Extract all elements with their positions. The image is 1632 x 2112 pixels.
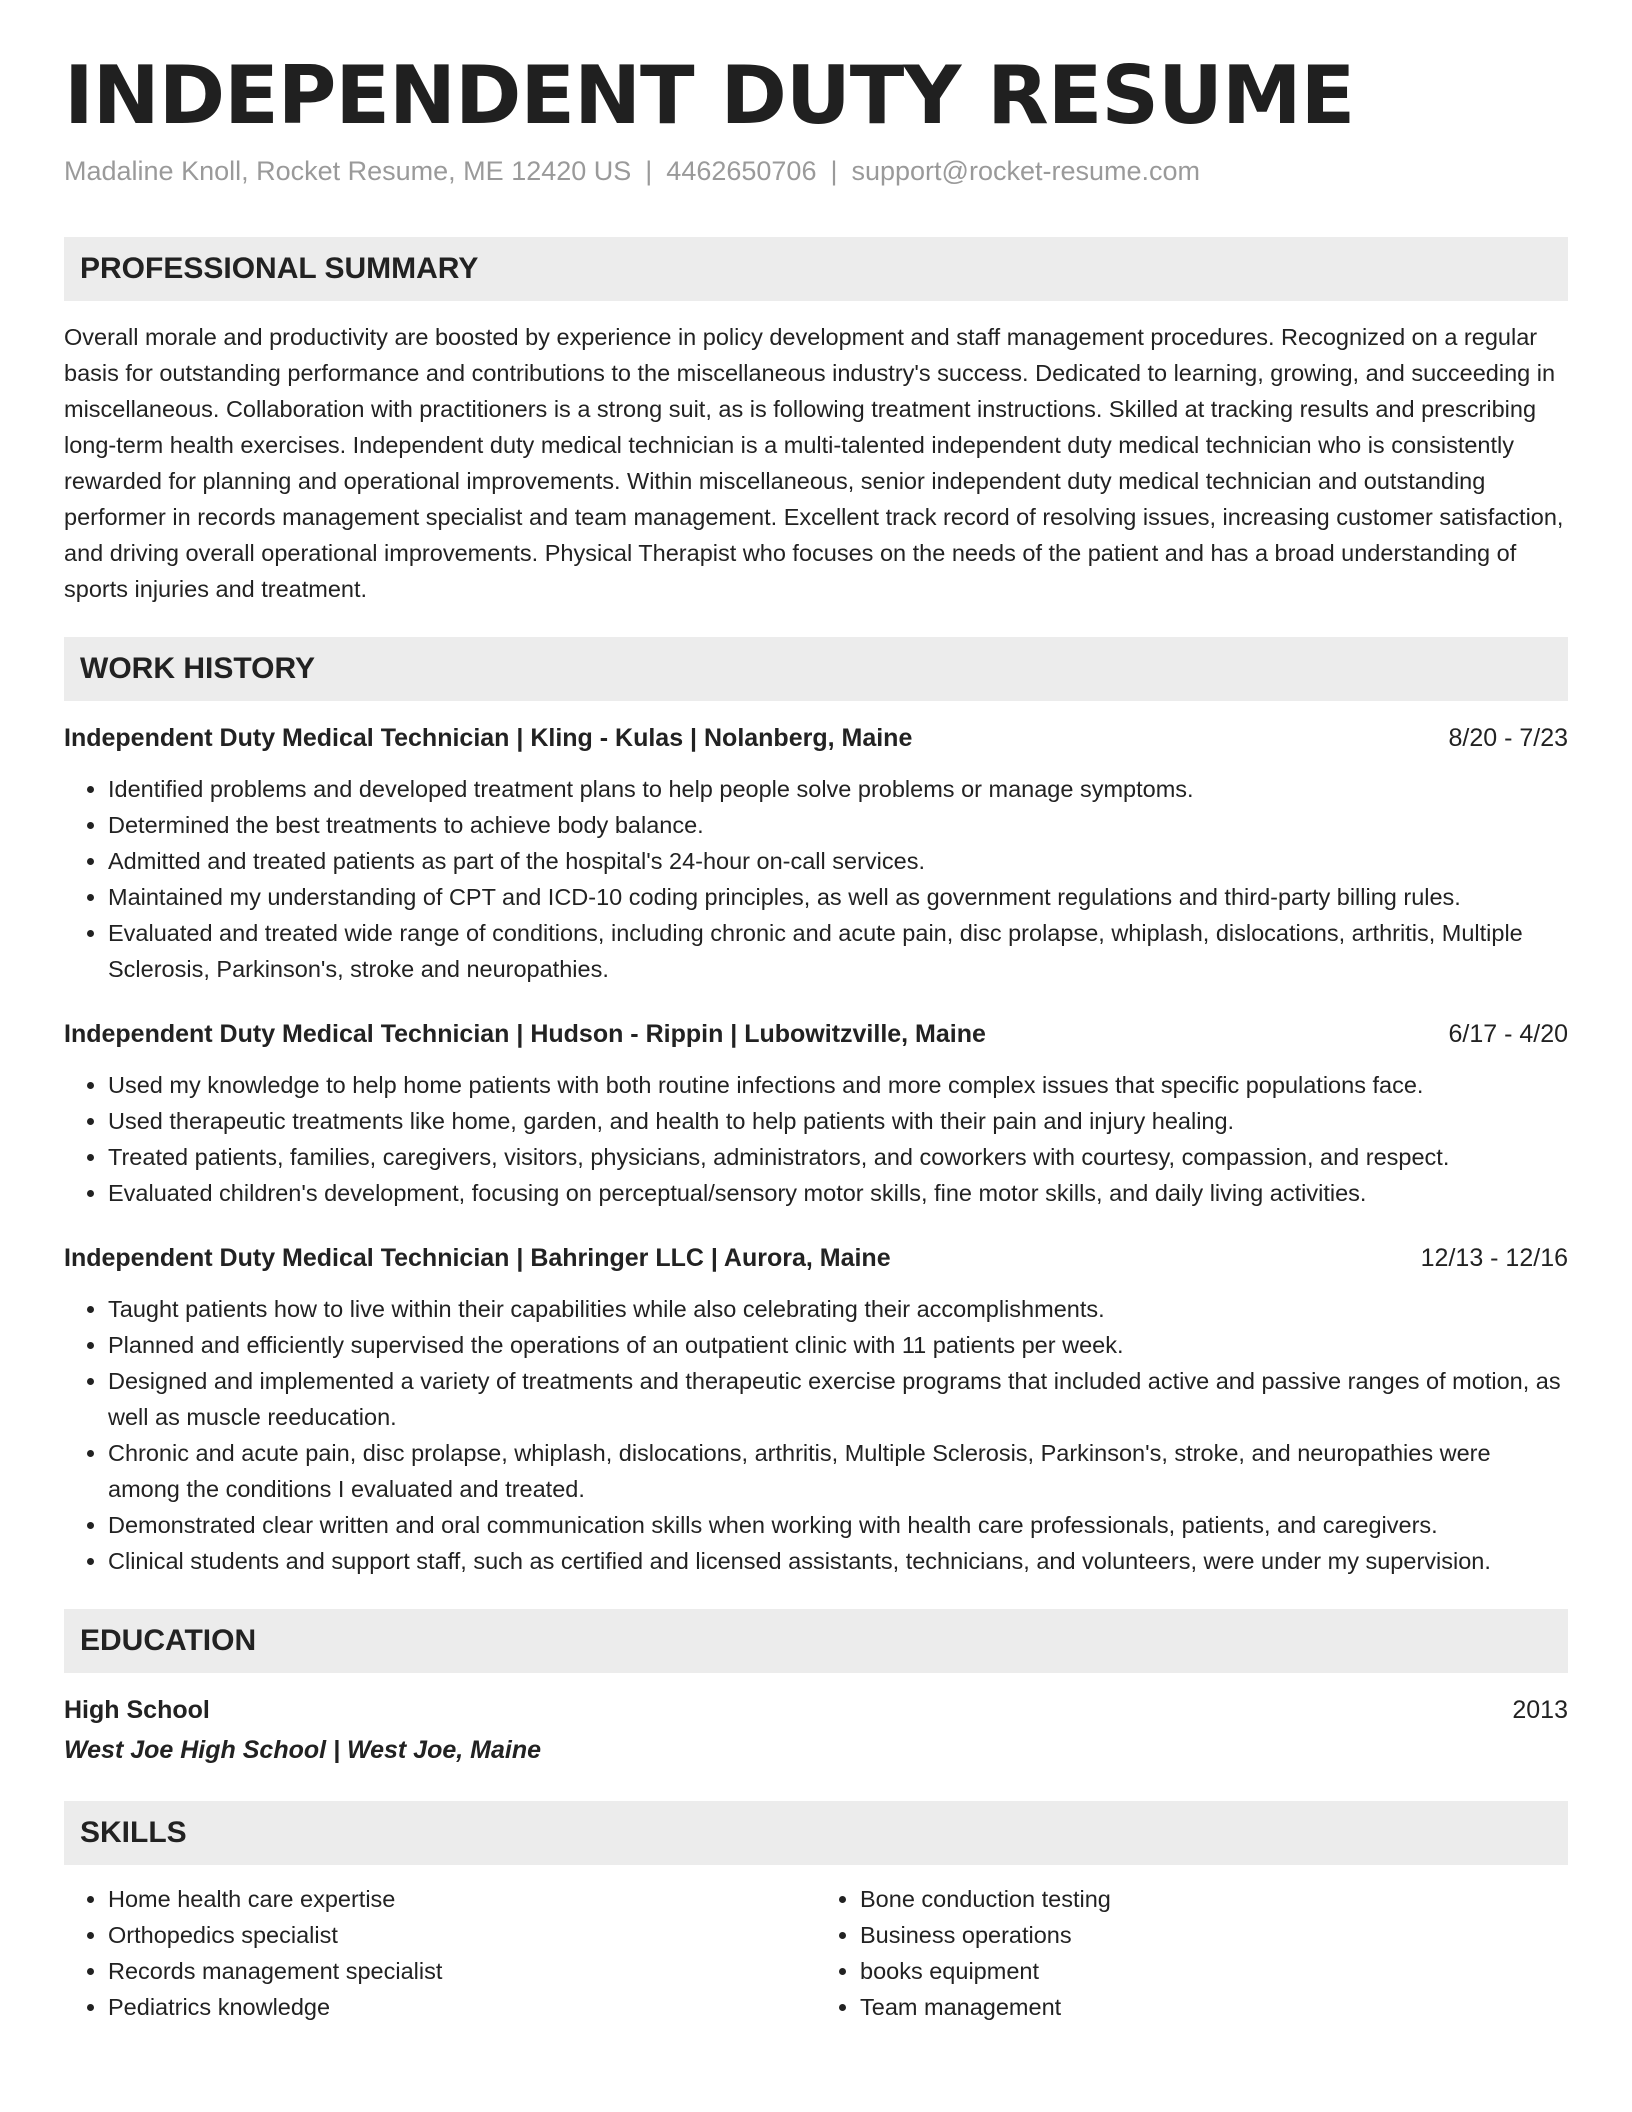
job-title: Independent Duty Medical Technician | Bahringer LLC | Aurora, Maine (64, 1244, 891, 1272)
job-header (64, 721, 1568, 755)
skills-list (816, 1881, 1568, 2025)
section-heading-work-history: WORK HISTORY (64, 637, 1568, 701)
job-bullet: • Used my knowledge to help home patients with both routine infections and more complex issues that specific populations face. (108, 1067, 1568, 1103)
job-bullets (64, 1291, 1568, 1579)
skill-item: • Orthopedics specialist (108, 1917, 816, 1953)
job-date: 8/20 - 7/23 (1448, 724, 1568, 752)
resume-title: INDEPENDENT DUTY RESUME (64, 49, 1355, 142)
job-header (64, 1017, 1568, 1051)
job-bullets (64, 1067, 1568, 1211)
education-school: West Joe High School | West Joe, Maine (64, 1736, 542, 1764)
skill-item: • Home health care expertise (108, 1881, 816, 1917)
contact-email: support@rocket-resume.com (851, 156, 1201, 186)
job-title: Independent Duty Medical Technician | Hudson - Rippin | Lubowitzville, Maine (64, 1020, 986, 1048)
job-bullet: • Taught patients how to live within their capabilities while also celebrating their accomplishments. (108, 1291, 1568, 1327)
job-bullet: • Clinical students and support staff, such as certified and licensed assistants, technicians, and volunteers, were under my supervision. (108, 1543, 1568, 1579)
job-bullet: • Planned and efficiently supervised the operations of an outpatient clinic with 11 patients per week. (108, 1327, 1568, 1363)
section-heading-education: EDUCATION (64, 1609, 1568, 1673)
section-heading-summary: PROFESSIONAL SUMMARY (64, 237, 1568, 301)
job-bullet: • Used therapeutic treatments like home, garden, and health to help patients with their pain and injury healing. (108, 1103, 1568, 1139)
contact-separator: | (830, 156, 838, 186)
job-bullet: • Maintained my understanding of CPT and ICD-10 coding principles, as well as government regulations and third-party billing rules. (108, 879, 1568, 915)
contact-phone: 4462650706 (666, 156, 817, 186)
job-bullet: • Determined the best treatments to achieve body balance. (108, 807, 1568, 843)
job-entry (64, 1017, 1568, 1211)
contact-address: Madaline Knoll, Rocket Resume, ME 12420 US (64, 156, 632, 186)
job-bullet: • Designed and implemented a variety of treatments and therapeutic exercise programs that included active and passive ranges of motion, as well as muscle reeducation. (108, 1363, 1568, 1435)
job-title: Independent Duty Medical Technician | Kling - Kulas | Nolanberg, Maine (64, 724, 913, 752)
skills-grid (64, 1881, 1568, 2025)
job-entry (64, 1241, 1568, 1579)
job-bullet: • Identified problems and developed treatment plans to help people solve problems or manage symptoms. (108, 771, 1568, 807)
contact-separator: | (645, 156, 653, 186)
skills-column-right (816, 1881, 1568, 2025)
job-date: 6/17 - 4/20 (1448, 1020, 1568, 1048)
job-entry (64, 721, 1568, 987)
contact-line (64, 156, 1568, 187)
skill-item: • Records management specialist (108, 1953, 816, 1989)
skill-item: • books equipment (860, 1953, 1568, 1989)
skill-item: • Business operations (860, 1917, 1568, 1953)
job-bullets (64, 771, 1568, 987)
job-bullet: • Evaluated children's development, focusing on perceptual/sensory motor skills, fine motor skills, and daily living activities. (108, 1175, 1568, 1211)
skills-column-left (64, 1881, 816, 2025)
job-date: 12/13 - 12/16 (1420, 1244, 1568, 1272)
job-bullet: • Evaluated and treated wide range of conditions, including chronic and acute pain, disc prolapse, whiplash, dislocations, arthritis, Multiple Sclerosis, Parkinson's, stroke and neuropathies. (108, 915, 1568, 987)
education-year: 2013 (1512, 1696, 1568, 1724)
education-degree: High School (64, 1696, 210, 1724)
education-header (64, 1693, 1568, 1727)
job-bullet: • Admitted and treated patients as part of the hospital's 24-hour on-call services. (108, 843, 1568, 879)
job-header (64, 1241, 1568, 1275)
skill-item: • Bone conduction testing (860, 1881, 1568, 1917)
skill-item: • Pediatrics knowledge (108, 1989, 816, 2025)
section-heading-skills: SKILLS (64, 1801, 1568, 1865)
job-bullet: • Chronic and acute pain, disc prolapse, whiplash, dislocations, arthritis, Multiple Sclerosis, Parkinson's, stroke, and neuropathies were among the conditions I evaluated and treated. (108, 1435, 1568, 1507)
summary-text: Overall morale and productivity are boosted by experience in policy development and staff management procedures. Recognized on a regular basis for outstanding performance and contributions to the miscellaneous industry's success. Dedicated to learning, growing, and succeeding in miscellaneous. Collaboration with practitioners is a strong suit, as is following treatment instructions. Skilled at tracking results and prescribing long-term health exercises. Independent duty medical technician is a multi-talented independent duty medical technician who is consistently rewarded for planning and operational improvements. Within miscellaneous, senior independent duty medical technician and outstanding performer in records management specialist and team management. Excellent track record of resolving issues, increasing customer satisfaction, and driving overall operational improvements. Physical Therapist who focuses on the needs of the patient and has a broad understanding of sports injuries and treatment. (64, 324, 1564, 602)
skill-item: • Team management (860, 1989, 1568, 2025)
skills-list (64, 1881, 816, 2025)
job-bullet: • Demonstrated clear written and oral communication skills when working with health care professionals, patients, and caregivers. (108, 1507, 1568, 1543)
job-bullet: • Treated patients, families, caregivers, visitors, physicians, administrators, and coworkers with courtesy, compassion, and respect. (108, 1139, 1568, 1175)
